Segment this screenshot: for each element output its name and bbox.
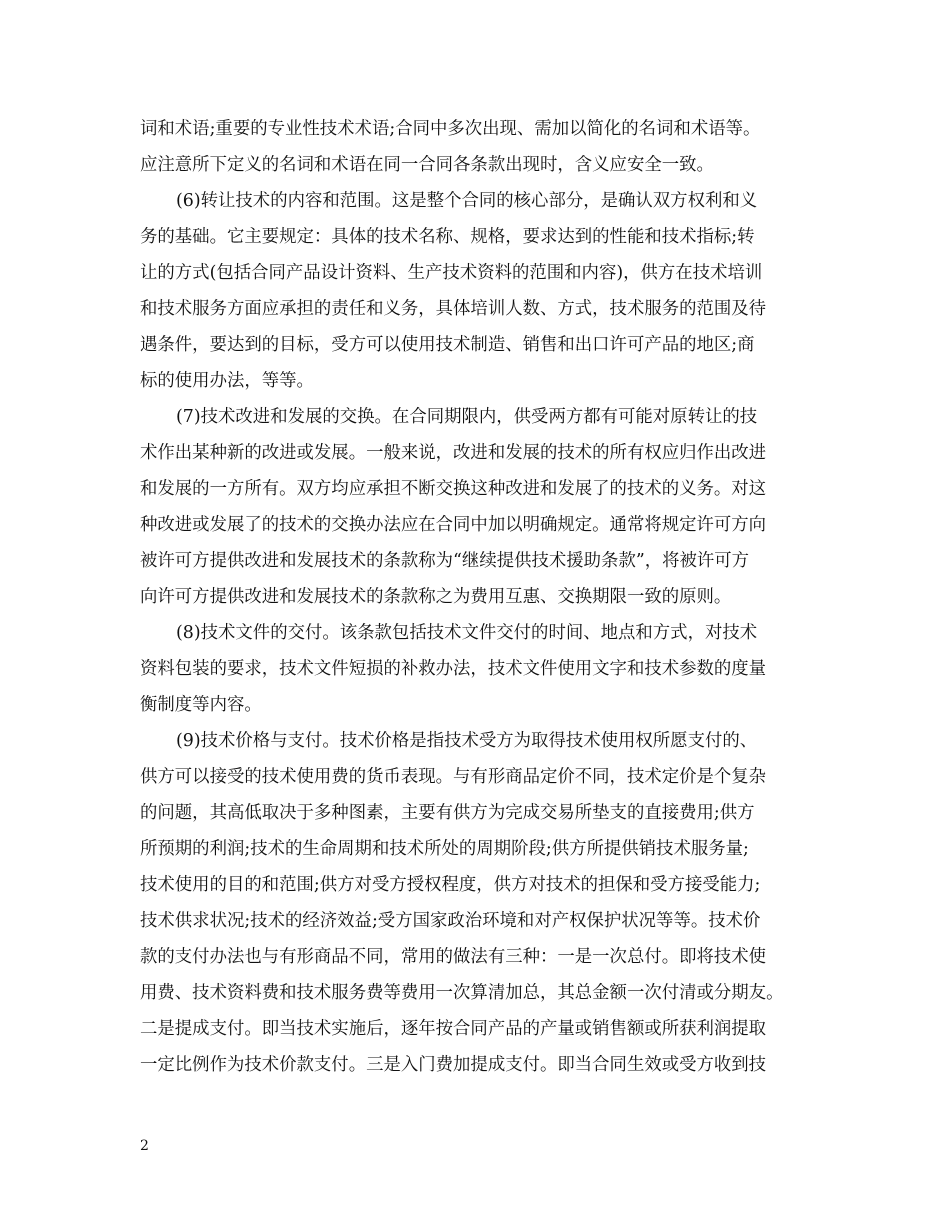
text-line: 供方可以接受的技术使用费的货币表现。与有形商品定价不同，技术定价是个复杂 <box>140 767 767 787</box>
text-line: 技术供求状况;技术的经济效益;受方国家政治环境和对产权保护状况等等。技术价 <box>140 911 761 931</box>
text-line: 二是提成支付。即当技术实施后，逐年按合同产品的产量或销售额或所获利润提取 <box>140 1019 767 1039</box>
text-line: 所预期的利润;技术的生命周期和技术所处的周期阶段;供方所提供销技术服务量; <box>140 839 749 859</box>
text-line: 衡制度等内容。 <box>140 695 262 715</box>
text-line: 一定比例作为技术价款支付。三是入门费加提成支付。即当合同生效或受方收到技 <box>140 1055 767 1075</box>
text-line: 词和术语;重要的专业性技术术语;合同中多次出现、需加以简化的名词和术语等。 <box>140 119 761 139</box>
text-line: (9)技术价格与支付。技术价格是指技术受方为取得技术使用权所愿支付的、 <box>176 731 758 751</box>
text-line: 资料包装的要求，技术文件短损的补救办法，技术文件使用文字和技术参数的度量 <box>140 659 767 679</box>
text-line: 技术使用的目的和范围;供方对受方授权程度，供方对技术的担保和受方接受能力; <box>140 875 761 895</box>
text-line: 用费、技术资料费和技术服务费等费用一次算清加总，其总金额一次付清或分期友。 <box>140 983 784 1003</box>
text-line: 和技术服务方面应承担的责任和义务，具体培训人数、方式，技术服务的范围及待 <box>140 299 767 319</box>
text-line: (7)技术改进和发展的交换。在合同期限内，供受两方都有可能对原转让的技 <box>176 407 758 427</box>
page-number: 2 <box>140 1138 149 1154</box>
text-line: 应注意所下定义的名词和术语在同一合同各条款出现时，含义应安全一致。 <box>140 155 714 175</box>
text-line: 遇条件，要达到的目标，受方可以使用技术制造、销售和出口许可产品的地区;商 <box>140 335 755 355</box>
text-line: 向许可方提供改进和发展技术的条款称之为费用互惠、交换期限一致的原则。 <box>140 587 732 607</box>
text-line: 款的支付办法也与有形商品不同，常用的做法有三种：一是一次总付。即将技术使 <box>140 947 767 967</box>
text-line: 标的使用办法，等等。 <box>140 371 314 391</box>
text-line: 术作出某种新的改进或发展。一般来说，改进和发展的技术的所有权应归作出改进 <box>140 443 767 463</box>
text-line: 被许可方提供改进和发展技术的条款称为“继续提供技术援助条款”，将被许可方 <box>140 551 750 571</box>
text-line: (8)技术文件的交付。该条款包括技术文件交付的时间、地点和方式，对技术 <box>176 623 758 643</box>
text-line: 种改进或发展了的技术的交换办法应在合同中加以明确规定。通常将规定许可方向 <box>140 515 767 535</box>
text-line: (6)转让技术的内容和范围。这是整个合同的核心部分，是确认双方权利和义 <box>176 191 758 211</box>
text-line: 的问题，其高低取决于多种图素，主要有供方为完成交易所垫支的直接费用;供方 <box>140 803 755 823</box>
text-line: 让的方式(包括合同产品设计资料、生产技术资料的范围和内容)，供方在技术培训 <box>140 263 763 283</box>
text-line: 和发展的一方所有。双方均应承担不断交换这种改进和发展了的技术的义务。对这 <box>140 479 767 499</box>
text-line: 务的基础。它主要规定：具体的技术名称、规格，要求达到的性能和技术指标;转 <box>140 227 755 247</box>
